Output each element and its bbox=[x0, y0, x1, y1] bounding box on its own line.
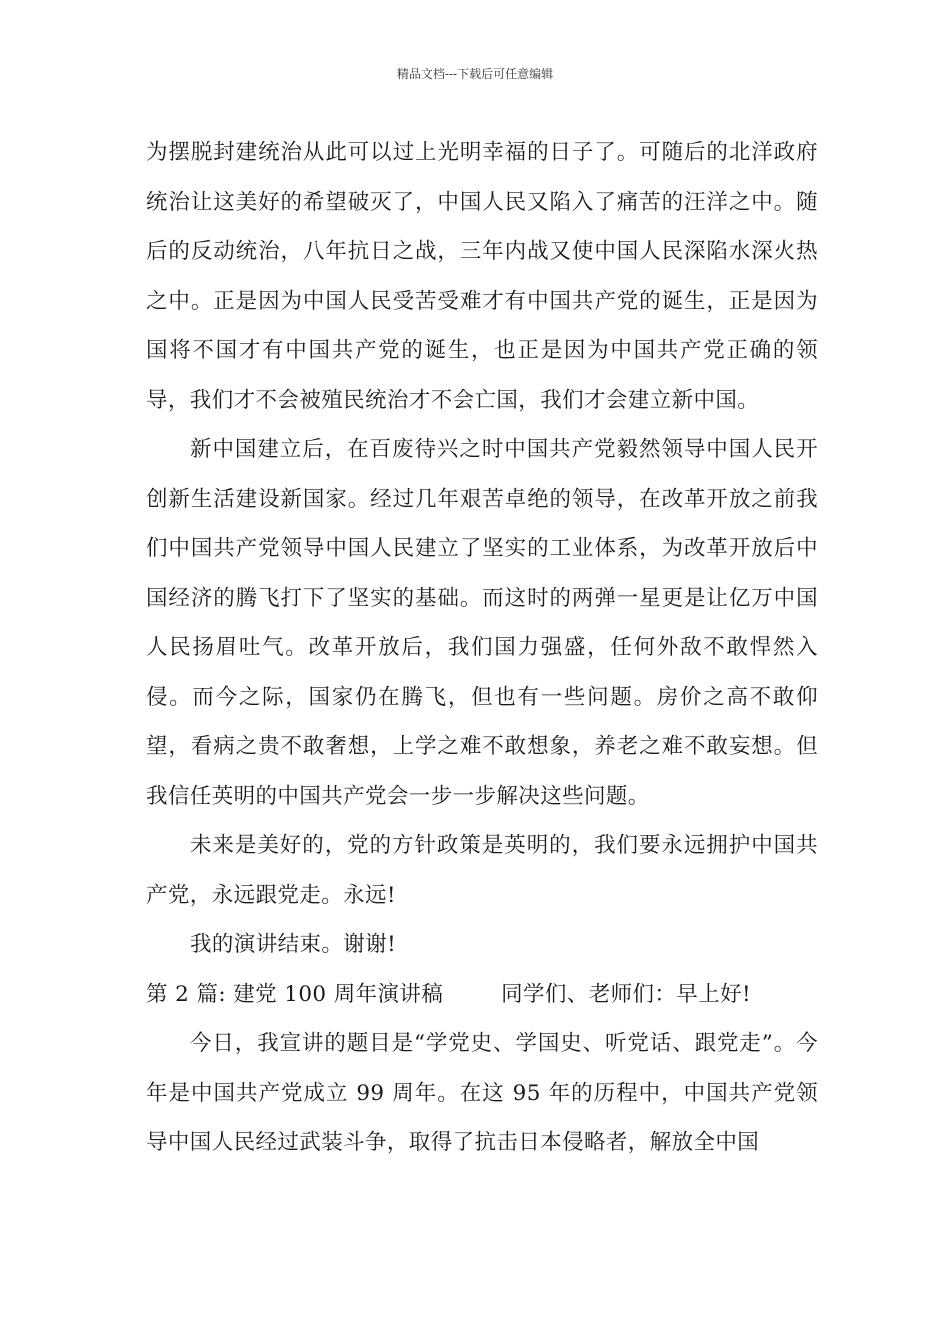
document-body bbox=[146, 128, 818, 1168]
paragraph-3: 未来是美好的，党的方针政策是英明的，我们要永远拥护中国共产党，永远跟党走。永远! bbox=[146, 833, 818, 908]
paragraph-1: 为摆脱封建统治从此可以过上光明幸福的日子了。可随后的北洋政府统治让这美好的希望破灭了，中国人民又陷入了痛苦的汪洋之中。随后的反动统治，八年抗日之战，三年内战又使中国人民深陷水深火热之中。正是因为中国人民受苦受难才有中国共产党的诞生，正是因为国将不国才有中国共产党的诞生，也正是因为中国共产党正确的领导，我们才不会被殖民统治才不会亡国，我们才会建立新中国。 bbox=[146, 140, 818, 413]
section-heading: 第 2 篇: 建党 100 周年演讲稿 同学们、老师们：早上好! bbox=[146, 981, 752, 1007]
paragraph-4: 我的演讲结束。谢谢! bbox=[190, 932, 397, 957]
paragraph-5: 今日，我宣讲的题目是“学党史、学国史、听党话、跟党走”。今年是中国共产党成立 99 周年。在这 95 年的历程中，中国共产党领导中国人民经过武装斗争，取得了抗击日本侵略者，解放全中国 bbox=[146, 1031, 818, 1155]
page-header: 精品文档---下载后可任意编辑 bbox=[396, 67, 554, 81]
paragraph-2: 新中国建立后，在百废待兴之时中国共产党毅然领导中国人民开创新生活建设新国家。经过几年艰苦卓绝的领导，在改革开放之前我们中国共产党领导中国人民建立了坚实的工业体系，为改革开放后中国经济的腾飞打下了坚实的基础。而这时的两弹一星更是让亿万中国人民扬眉吐气。改革开放后，我们国力强盛，任何外敌不敢悍然入侵。而今之际，国家仍在腾飞，但也有一些问题。房价之高不敢仰望，看病之贵不敢奢想，上学之难不敢想象，养老之难不敢妄想。但我信任英明的中国共产党会一步一步解决这些问题。 bbox=[146, 437, 818, 809]
